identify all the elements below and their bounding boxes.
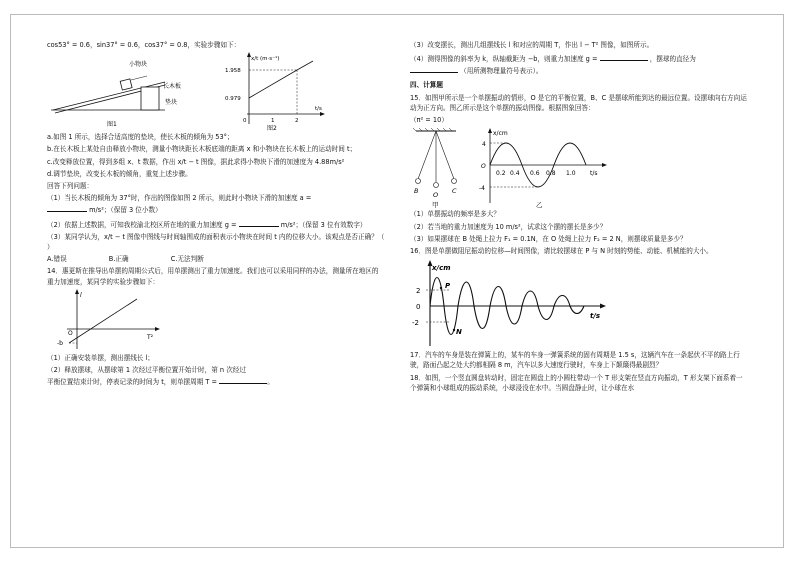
question-2 <box>47 218 385 230</box>
question-1-text: （1）当长木板的倾角为 37°时，作出的图像如图 2 所示，则此时小物块下滑的加速度 a = <box>47 194 312 203</box>
question-3: （3）某同学认为，x/t − t 图像中图线与时间轴围成的面积表示小物块在时间 t 内的位移大小。该观点是否正确？（ ） <box>47 232 385 252</box>
xt-t1-label: 1 <box>271 118 275 125</box>
pendulum-figures <box>410 127 748 209</box>
t2-axis-label: T² <box>147 333 154 341</box>
question-15: 15．如图甲所示是一个单摆振动的情形，O 是它的平衡位置，B、C 是摆球所能到达的最远位置。设摆球向右方向运动为正方向。图乙所示是这个单摆的振动图像。根据图象回答： <box>410 93 747 113</box>
point-b-label: B <box>414 187 419 196</box>
fig-yi-caption: 乙 <box>536 201 543 210</box>
osc-tick-1: 0.4 <box>510 170 520 178</box>
damp-y0: 0 <box>416 303 421 312</box>
question-18: 18．如图，一个竖直圆盘转动时，固定在圆盘上的小圆柱带动一个 T 形支架在竖直方向振动，T 形支架下面系着一个弹簧和小球组成的振动系统，小球浸没在水中。当圆盘静止时，让小球在水 <box>410 373 743 392</box>
question-1-unit: m/s²；（保留 3 位小数） <box>89 206 162 215</box>
answer-blank-diameter[interactable] <box>410 64 458 73</box>
question-16: 16．图是单摆做阻尼振动的位移—时间图像，请比较摆球在 P 与 N 时刻的势能、动能、机械能的大小。 <box>410 247 713 256</box>
xt-origin-label: 0 <box>243 118 247 125</box>
damp-xaxis-label: t/s <box>590 312 601 321</box>
step-c: c.改变释放位置，得到多组 x、t 数据，作出 x/t − t 图像，据此求得小物块下滑的加速度为 4.88m/s² <box>47 157 345 166</box>
question-2-unit: m/s²；（保留 3 位有效数字） <box>280 220 367 229</box>
damp-y2: 2 <box>416 287 421 296</box>
answer-blank-g[interactable] <box>239 218 279 227</box>
point-p-label: P <box>445 282 451 291</box>
step-1: （1）正确安装单摆，测出摆线长 l； <box>47 353 155 362</box>
osc-y-pos: 4 <box>482 141 486 149</box>
l-t2-graph <box>47 289 167 353</box>
pi-note: （π² = 10） <box>410 116 448 125</box>
figure-row <box>47 52 385 132</box>
answer-intro: 回答下列问题： <box>47 182 94 191</box>
l-axis-label: l <box>80 291 82 299</box>
step-2 <box>47 365 385 387</box>
step-d: d.调节垫块，改变长木板的倾角，重复上述步骤。 <box>47 169 192 178</box>
xt-xaxis-label: t/s <box>315 106 322 113</box>
option-c[interactable]: C.无法判断 <box>170 255 204 264</box>
left-column <box>47 40 385 389</box>
xt-graph-figure <box>207 52 327 132</box>
section-heading: 四、计算题 <box>410 80 443 89</box>
damp-yn2: -2 <box>412 319 419 328</box>
fig-jia-caption: 甲 <box>432 201 439 210</box>
point-n-label: N <box>456 328 462 337</box>
incline-figure <box>47 52 187 132</box>
answer-blank-period[interactable] <box>219 375 267 384</box>
xt-y2-label: 0.979 <box>225 96 241 103</box>
step-4-text-a: （4）测得图像的斜率为 k，纵轴截距为 −b，则重力加速度 g = <box>410 55 598 64</box>
option-a[interactable]: A.错误 <box>47 255 67 264</box>
block-label: 小物块 <box>129 61 148 69</box>
pad-label: 垫块 <box>165 99 178 107</box>
step-2-text-a: （2）释放摆球，从摆球第 1 次经过平衡位置开始计时，第 n 次经过 <box>47 366 246 375</box>
step-4-text-c: （用所测物理量符号表示）。 <box>460 67 543 76</box>
xt-yaxis-label: x/t (m·s⁻¹) <box>251 56 280 63</box>
step-4 <box>410 52 748 76</box>
step-b: b.在长木板上某处自由释放小物块，测量小物块距长木板底端的距离 x 和小物块在长木板上的运动时间 t； <box>47 145 357 154</box>
l-origin-label: O <box>68 329 73 337</box>
osc-tick-0: 0.2 <box>496 170 506 178</box>
question-15-1: （1）单摆振动的频率是多大？ <box>410 210 500 219</box>
osc-tick-2: 0.6 <box>530 170 540 178</box>
question-2-text: （2）依据上述数据，可知我校渝北校区所在地的重力加速度 g = <box>47 220 237 229</box>
question-14: 14．惠更斯在推导出单摆的周期公式后，用单摆测出了重力加速度。我们也可以采用同样的办法，测量所在地区的重力加速度，某同学的实验步骤如下： <box>47 267 379 286</box>
neg-b-label: -b <box>57 339 63 347</box>
damped-oscillation-graph <box>410 258 610 350</box>
question-15-3: （3）如果摆球在 B 处绳上拉力 F₁ = 0.1N，在 O 处绳上拉力 F₂ = 2 N，则摆球质量是多少？ <box>410 234 687 243</box>
xt-t2-label: 2 <box>295 118 299 125</box>
right-column <box>410 40 748 395</box>
fig2-caption: 图2 <box>267 125 277 133</box>
step-a: a.如图 1 所示，选择合适高度的垫块，使长木板的倾角为 53°； <box>47 133 234 142</box>
options-row <box>47 254 385 264</box>
step-2-end: 。 <box>267 378 274 387</box>
pendulum-figure <box>410 127 470 209</box>
intro-text: cos53° = 0.6，sin37° = 0.6，cos37° = 0.8，实验步骤如下： <box>47 41 241 49</box>
step-3: （3）改变摆长，测出几组摆线长 l 和对应的周期 T，作出 l − T² 图像，如图所示。 <box>410 41 654 49</box>
question-1 <box>47 193 385 215</box>
osc-xaxis-label: t/s <box>590 170 598 178</box>
osc-origin: O <box>481 163 486 171</box>
oscillation-graph <box>476 127 616 209</box>
step-4-text-b: ，摆球的直径为 <box>649 55 696 64</box>
damp-yaxis-label: x/cm <box>432 264 451 273</box>
point-o-label: O <box>433 191 439 200</box>
answer-blank-a[interactable] <box>47 203 87 212</box>
question-17: 17．汽车的车身是装在弹簧上的，某车的车身一弹簧系统的固有周期是 1.5 s，这辆汽车在一条起伏不平的路上行驶，路面凸起之处大约都相隔 8 m，汽车以多大速度行驶时，车身上下颠簸得最剧烈？ <box>410 351 740 370</box>
question-15-2: （2）若当地的重力加速度为 10 m/s²，试求这个摆的摆长是多少？ <box>410 222 607 231</box>
step-2-text-b: 平衡位置结束计时，停表记录的时间为 t，则单摆周期 T = <box>47 378 218 387</box>
osc-y-neg: -4 <box>479 185 485 193</box>
osc-tick-3: 0.8 <box>546 170 556 178</box>
osc-yaxis-label: x/cm <box>493 130 508 138</box>
board-label: 长木板 <box>163 83 182 91</box>
xt-y1-label: 1.958 <box>225 68 241 75</box>
answer-blank-gravity[interactable] <box>600 52 648 61</box>
fig1-caption: 图1 <box>107 121 117 129</box>
osc-tick-4: 1.0 <box>566 170 576 178</box>
point-c-label: C <box>452 187 457 196</box>
option-b[interactable]: B.正确 <box>108 255 129 264</box>
